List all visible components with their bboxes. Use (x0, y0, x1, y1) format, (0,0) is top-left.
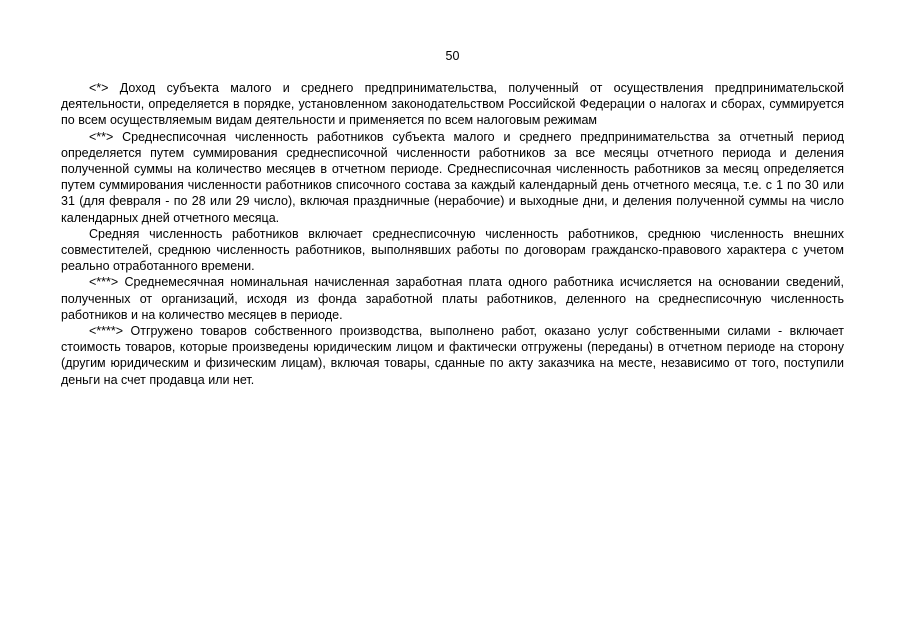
footnote-income: <*> Доход субъекта малого и среднего предпринимательства, полученный от осуществления предпринимательской деятельности, определяется в порядке, установленном законодательством Российской Федерации о налогах и сборах, суммируется по всем осуществляемым видам деятельности и применяется по всем налоговым режимам (61, 81, 844, 128)
footnote-shipped-goods: <****> Отгружено товаров собственного производства, выполнено работ, оказано услуг собственными силами - включает стоимость товаров, которые произведены юридическим лицом и фактически отгружены (переданы) в отчетном периоде на сторону (другим юридическим и физическим лицам), включая товары, сданные по акту заказчика на месте, независимо от того, поступили деньги на счет продавца или нет. (61, 324, 844, 387)
footnote-average-monthly-wage: <***> Среднемесячная номинальная начисленная заработная плата одного работника исчисляется на основании сведений, полученных от организаций, исходя из фонда заработной платы работников, деленного на среднесписочную численность работников и на количество месяцев в периоде. (61, 275, 844, 322)
page-number: 50 (445, 49, 460, 63)
paragraph-average-number-employees: Средняя численность работников включает среднесписочную численность работников, среднюю численность внешних совместителей, среднюю численность работников, выполнявших работы по договорам гражданско-правового характера с учетом реально отработанного времени. (61, 226, 844, 274)
footnotes-section (61, 80, 844, 388)
footnote-average-headcount: <**> Среднесписочная численность работников субъекта малого и среднего предпринимательства за отчетный период определяется путем суммирования среднесписочной численности работников за все месяцы отчетного периода и деления полученной суммы на количество месяцев в отчетном периоде. Среднесписочная численность работников за месяц определяется путем суммирования численности работников списочного состава за каждый календарный день отчетного месяца, т.е. с 1 по 30 или 31 (для февраля - по 28 или 29 число), включая праздничные (нерабочие) и выходные дни, и деления полученной суммы на число календарных дней отчетного месяца. (61, 129, 844, 225)
